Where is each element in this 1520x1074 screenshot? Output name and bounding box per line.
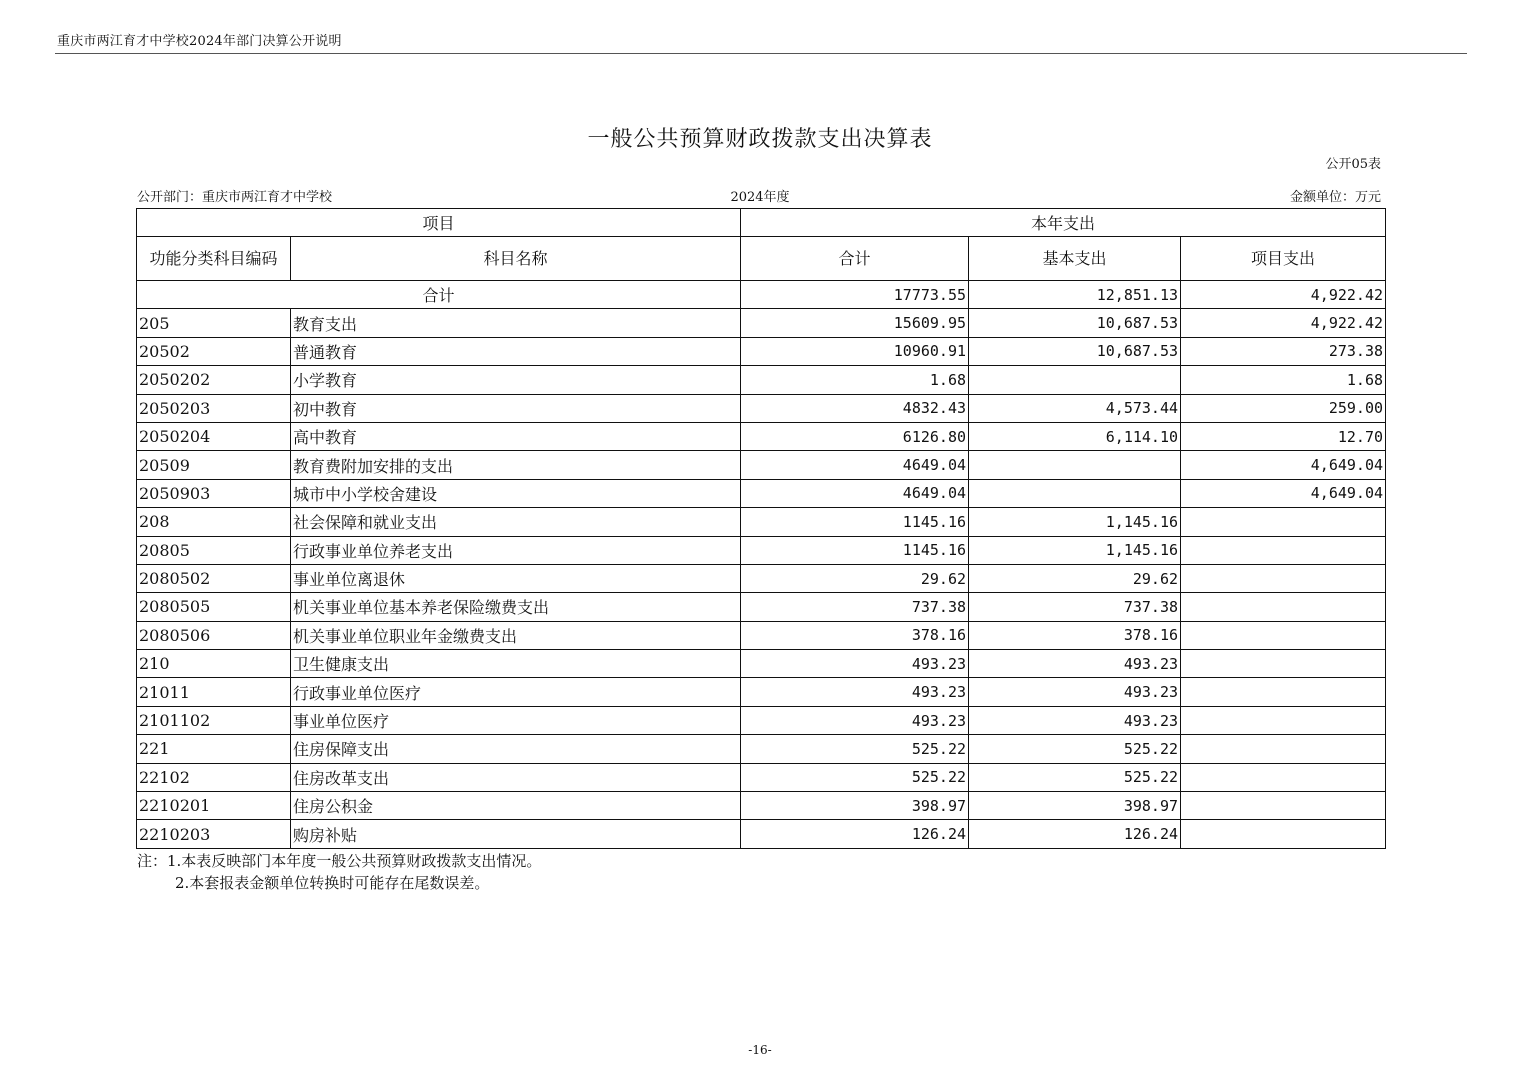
table-row bbox=[137, 337, 1386, 365]
row-name: 行政事业单位医疗 bbox=[291, 678, 741, 706]
row-project bbox=[1181, 508, 1386, 536]
row-project bbox=[1181, 735, 1386, 763]
table-row bbox=[137, 792, 1386, 820]
row-name: 教育费附加安排的支出 bbox=[291, 451, 741, 479]
row-code: 2101102 bbox=[137, 706, 291, 734]
row-project bbox=[1181, 564, 1386, 592]
row-basic bbox=[969, 366, 1181, 394]
row-name: 购房补贴 bbox=[291, 820, 741, 848]
table-row bbox=[137, 309, 1386, 337]
running-header: 重庆市两江育才中学校2024年部门决算公开说明 bbox=[57, 34, 342, 49]
column-header-basic: 基本支出 bbox=[969, 237, 1181, 281]
table-row bbox=[137, 621, 1386, 649]
table-row bbox=[137, 366, 1386, 394]
row-code: 20805 bbox=[137, 536, 291, 564]
row-code: 205 bbox=[137, 309, 291, 337]
fiscal-year: 2024年度 bbox=[730, 190, 790, 205]
row-code: 2050203 bbox=[137, 394, 291, 422]
row-basic: 10,687.53 bbox=[969, 309, 1181, 337]
row-name: 卫生健康支出 bbox=[291, 650, 741, 678]
row-total: 1145.16 bbox=[741, 508, 969, 536]
row-project: 273.38 bbox=[1181, 337, 1386, 365]
row-name: 住房公积金 bbox=[291, 792, 741, 820]
expenditure-table bbox=[136, 208, 1386, 849]
row-basic: 737.38 bbox=[969, 593, 1181, 621]
row-code: 221 bbox=[137, 735, 291, 763]
column-header-total: 合计 bbox=[741, 237, 969, 281]
row-total: 1.68 bbox=[741, 366, 969, 394]
row-code: 20502 bbox=[137, 337, 291, 365]
document-title: 一般公共预算财政拨款支出决算表 bbox=[587, 127, 933, 152]
row-code: 22102 bbox=[137, 763, 291, 791]
column-header-project: 项目支出 bbox=[1181, 237, 1386, 281]
row-total: 4649.04 bbox=[741, 451, 969, 479]
table-row bbox=[137, 564, 1386, 592]
row-name: 普通教育 bbox=[291, 337, 741, 365]
row-basic: 10,687.53 bbox=[969, 337, 1181, 365]
row-total: 29.62 bbox=[741, 564, 969, 592]
row-project: 12.70 bbox=[1181, 422, 1386, 450]
row-code: 208 bbox=[137, 508, 291, 536]
row-code: 2210201 bbox=[137, 792, 291, 820]
note-1: 注：1.本表反映部门本年度一般公共预算财政拨款支出情况。 bbox=[137, 852, 542, 870]
row-total: 398.97 bbox=[741, 792, 969, 820]
column-header-name: 科目名称 bbox=[291, 237, 741, 281]
row-code: 2050204 bbox=[137, 422, 291, 450]
row-total: 126.24 bbox=[741, 820, 969, 848]
table-row bbox=[137, 706, 1386, 734]
row-code: 21011 bbox=[137, 678, 291, 706]
table-code: 公开05表 bbox=[1325, 157, 1381, 172]
page-number: -16- bbox=[748, 1043, 772, 1057]
row-name: 事业单位离退休 bbox=[291, 564, 741, 592]
row-project bbox=[1181, 678, 1386, 706]
row-project bbox=[1181, 792, 1386, 820]
row-basic: 525.22 bbox=[969, 763, 1181, 791]
row-code: 2210203 bbox=[137, 820, 291, 848]
row-basic: 1,145.16 bbox=[969, 508, 1181, 536]
table-row bbox=[137, 536, 1386, 564]
total-row bbox=[137, 281, 1386, 309]
department-label: 公开部门：重庆市两江育才中学校 bbox=[137, 190, 333, 205]
row-name: 住房保障支出 bbox=[291, 735, 741, 763]
table-row bbox=[137, 422, 1386, 450]
row-name: 高中教育 bbox=[291, 422, 741, 450]
table-row bbox=[137, 678, 1386, 706]
note-2: 2.本套报表金额单位转换时可能存在尾数误差。 bbox=[175, 874, 490, 892]
row-project bbox=[1181, 820, 1386, 848]
row-basic: 493.23 bbox=[969, 650, 1181, 678]
row-project: 259.00 bbox=[1181, 394, 1386, 422]
table-notes bbox=[137, 850, 541, 894]
row-basic bbox=[969, 451, 1181, 479]
column-header-code: 功能分类科目编码 bbox=[137, 237, 291, 281]
row-project: 4,649.04 bbox=[1181, 451, 1386, 479]
row-basic: 126.24 bbox=[969, 820, 1181, 848]
row-total: 493.23 bbox=[741, 678, 969, 706]
total-basic: 12,851.13 bbox=[969, 281, 1181, 309]
row-basic: 493.23 bbox=[969, 706, 1181, 734]
row-total: 10960.91 bbox=[741, 337, 969, 365]
row-code: 2080502 bbox=[137, 564, 291, 592]
header-item: 项目 bbox=[137, 209, 741, 237]
row-project: 4,649.04 bbox=[1181, 479, 1386, 507]
total-project: 4,922.42 bbox=[1181, 281, 1386, 309]
row-name: 教育支出 bbox=[291, 309, 741, 337]
table-row bbox=[137, 650, 1386, 678]
row-basic: 398.97 bbox=[969, 792, 1181, 820]
row-code: 20509 bbox=[137, 451, 291, 479]
table-row bbox=[137, 735, 1386, 763]
table-row bbox=[137, 820, 1386, 848]
row-code: 2050903 bbox=[137, 479, 291, 507]
row-basic: 29.62 bbox=[969, 564, 1181, 592]
row-total: 4832.43 bbox=[741, 394, 969, 422]
header-current-year: 本年支出 bbox=[741, 209, 1386, 237]
row-project bbox=[1181, 621, 1386, 649]
row-project bbox=[1181, 650, 1386, 678]
row-project bbox=[1181, 593, 1386, 621]
row-total: 15609.95 bbox=[741, 309, 969, 337]
table-row bbox=[137, 763, 1386, 791]
row-code: 210 bbox=[137, 650, 291, 678]
total-amount: 17773.55 bbox=[741, 281, 969, 309]
row-total: 1145.16 bbox=[741, 536, 969, 564]
row-project bbox=[1181, 706, 1386, 734]
table-row bbox=[137, 593, 1386, 621]
row-code: 2050202 bbox=[137, 366, 291, 394]
row-project bbox=[1181, 536, 1386, 564]
row-name: 行政事业单位养老支出 bbox=[291, 536, 741, 564]
table-row bbox=[137, 451, 1386, 479]
row-basic: 525.22 bbox=[969, 735, 1181, 763]
row-name: 社会保障和就业支出 bbox=[291, 508, 741, 536]
table-row bbox=[137, 394, 1386, 422]
table-row bbox=[137, 508, 1386, 536]
row-name: 城市中小学校舍建设 bbox=[291, 479, 741, 507]
row-total: 493.23 bbox=[741, 706, 969, 734]
row-code: 2080505 bbox=[137, 593, 291, 621]
row-total: 378.16 bbox=[741, 621, 969, 649]
row-project: 1.68 bbox=[1181, 366, 1386, 394]
row-name: 住房改革支出 bbox=[291, 763, 741, 791]
row-total: 525.22 bbox=[741, 735, 969, 763]
row-name: 机关事业单位基本养老保险缴费支出 bbox=[291, 593, 741, 621]
row-code: 2080506 bbox=[137, 621, 291, 649]
header-divider bbox=[55, 53, 1467, 54]
row-total: 525.22 bbox=[741, 763, 969, 791]
total-label: 合计 bbox=[137, 281, 741, 309]
table-row bbox=[137, 479, 1386, 507]
row-name: 小学教育 bbox=[291, 366, 741, 394]
row-total: 737.38 bbox=[741, 593, 969, 621]
row-basic: 6,114.10 bbox=[969, 422, 1181, 450]
row-name: 机关事业单位职业年金缴费支出 bbox=[291, 621, 741, 649]
row-name: 初中教育 bbox=[291, 394, 741, 422]
amount-unit: 金额单位：万元 bbox=[1289, 190, 1381, 205]
row-basic bbox=[969, 479, 1181, 507]
row-total: 493.23 bbox=[741, 650, 969, 678]
row-basic: 378.16 bbox=[969, 621, 1181, 649]
row-basic: 1,145.16 bbox=[969, 536, 1181, 564]
row-basic: 4,573.44 bbox=[969, 394, 1181, 422]
row-total: 6126.80 bbox=[741, 422, 969, 450]
row-project bbox=[1181, 763, 1386, 791]
row-basic: 493.23 bbox=[969, 678, 1181, 706]
row-name: 事业单位医疗 bbox=[291, 706, 741, 734]
row-total: 4649.04 bbox=[741, 479, 969, 507]
row-project: 4,922.42 bbox=[1181, 309, 1386, 337]
